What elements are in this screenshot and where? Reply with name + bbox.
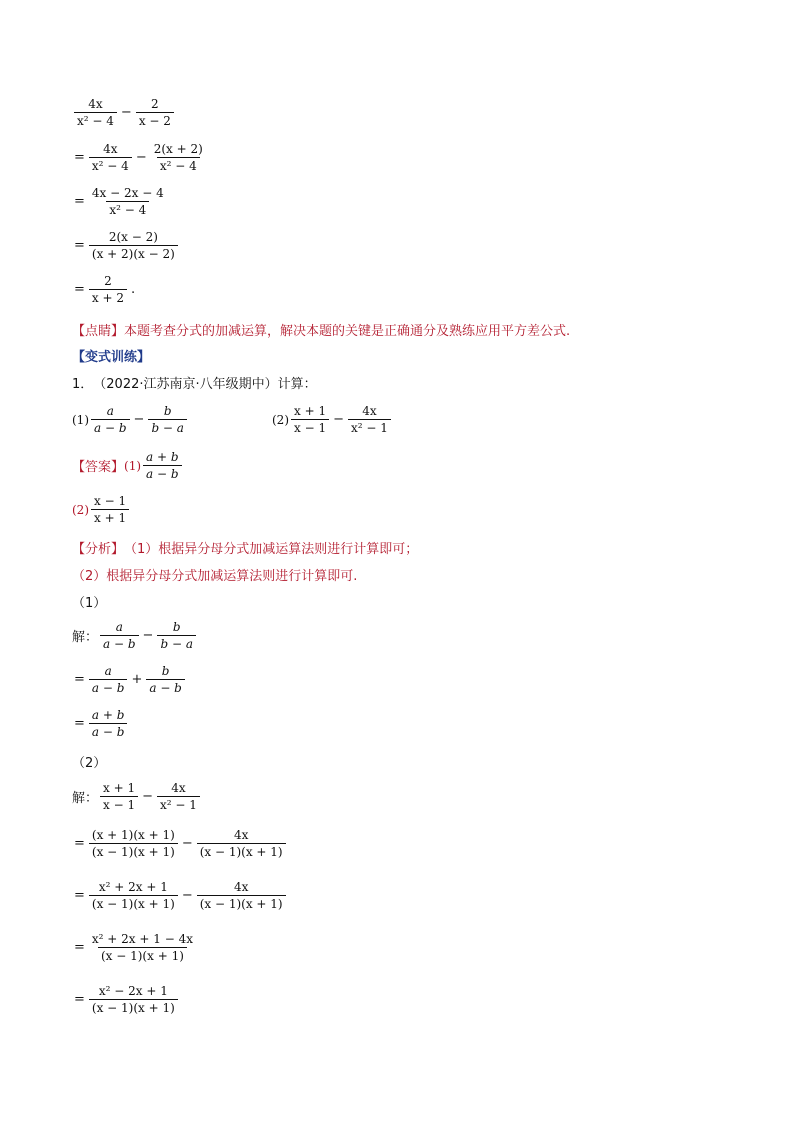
fraction: $\frac{a + b}{a - b}$	[89, 708, 128, 739]
operator: −	[333, 412, 344, 427]
fraction: $\frac{a}{a - b}$	[89, 664, 128, 695]
dianjing-text: 本题考查分式的加减运算，解决本题的关键是正确通分及熟练应用平方差公式.	[124, 324, 571, 339]
bianshi-title: 【变式训练】	[72, 350, 151, 365]
part-label: (2)	[272, 412, 289, 427]
dianjing-note	[72, 320, 570, 339]
fraction: $\frac{4x}{(x - 1)(x + 1)}$	[197, 880, 286, 911]
jie-label: 解：	[72, 630, 99, 645]
operator: −	[133, 412, 145, 427]
step1-line-3	[72, 230, 180, 261]
equals-sign: =	[74, 940, 85, 955]
fraction: $\frac{\text{x² + 2x + 1}}{(x - 1)(x + 1)}$	[89, 880, 178, 911]
fraction: $\frac{\text{x² − 2x + 1}}{(x - 1)(x + 1)}$	[89, 984, 178, 1015]
operator: −	[142, 789, 154, 804]
fraction: $\frac{4x}{(x - 1)(x + 1)}$	[197, 828, 286, 859]
fraction: $\frac{x + 1}{x - 1}$	[291, 404, 329, 435]
equals-sign: =	[74, 238, 85, 253]
fraction: $\frac{4x}{\text{x² − 4}}$	[89, 142, 132, 173]
question-line	[72, 373, 317, 392]
answer-line-1	[72, 450, 184, 481]
part1-step-2	[72, 708, 129, 739]
analysis-text: （1）根据异分母分式加减运算法则进行计算即可；	[124, 542, 419, 557]
period: .	[131, 282, 136, 297]
analysis-tag: 【分析】	[72, 542, 125, 557]
analysis-line-2: （2）根据异分母分式加减运算法则进行计算即可.	[72, 569, 358, 584]
equals-sign: =	[74, 836, 85, 851]
answer-tag: 【答案】	[72, 460, 125, 475]
part2-label: （2）	[72, 756, 107, 771]
equals-sign: =	[74, 716, 85, 731]
fraction: $\frac{4x - 2x - 4}{\text{x² − 4}}$	[91, 186, 164, 217]
operator: −	[120, 105, 132, 120]
operator: −	[181, 836, 193, 851]
operator: −	[181, 888, 193, 903]
part2-step-2	[72, 880, 288, 911]
question-part-1	[72, 404, 189, 435]
question-text: （2022·江苏南京·八年级期中）计算：	[93, 377, 317, 392]
step1-line-4	[72, 274, 137, 305]
fraction: $\frac{x + 1}{x - 1}$	[100, 781, 138, 812]
operator: −	[135, 150, 147, 165]
fraction: $\frac{4x}{\text{x² − 4}}$	[74, 97, 117, 128]
fraction: $\frac{b}{b - a}$	[157, 620, 196, 651]
fraction: $\frac{a + b}{a - b}$	[143, 450, 182, 481]
part-label: (2)	[72, 502, 89, 517]
fraction: $\frac{\text{x² + 2x + 1 − 4x}}{(x - 1)(x + 1)}$	[91, 932, 193, 963]
question-part-2	[272, 404, 393, 435]
fraction: $\frac{2}{x - 2}$	[136, 97, 174, 128]
fraction: $\frac{2(x - 2)}{(x + 2)(x - 2)}$	[89, 230, 178, 261]
fraction: $\frac{a}{a - b}$	[91, 404, 130, 435]
part1-step-0	[72, 620, 198, 651]
fraction: $\frac{b}{a - b}$	[146, 664, 185, 695]
fraction: $\frac{4x}{\text{x² − 1}}$	[348, 404, 391, 435]
equals-sign: =	[74, 194, 85, 209]
question-number: 1．	[72, 377, 94, 392]
operator: +	[131, 672, 143, 687]
jie-label: 解：	[72, 791, 99, 806]
part2-step-1	[72, 828, 288, 859]
dianjing-tag: 【点睛】	[72, 324, 125, 339]
equals-sign: =	[74, 150, 85, 165]
fraction: $\frac{x - 1}{x + 1}$	[91, 494, 129, 525]
step1-line-1	[72, 142, 208, 173]
fraction: $\frac{4x}{\text{x² − 1}}$	[157, 781, 200, 812]
step1-line-0	[72, 97, 176, 128]
part2-step-0	[72, 781, 202, 812]
step1-line-2	[72, 186, 169, 217]
analysis-line-1	[72, 538, 418, 557]
equals-sign: =	[74, 282, 85, 297]
answer-line-2	[72, 494, 131, 525]
equals-sign: =	[74, 888, 85, 903]
part2-step-3	[72, 932, 198, 963]
part-label: (1)	[124, 458, 142, 473]
fraction: $\frac{2}{x + 2}$	[89, 274, 127, 305]
part1-step-1	[72, 664, 187, 695]
fraction: $\frac{b}{b - a}$	[148, 404, 187, 435]
equals-sign: =	[74, 992, 85, 1007]
operator: −	[142, 628, 154, 643]
fraction: $\frac{2(x + 2)}{\text{x² − 4}}$	[153, 142, 203, 173]
equals-sign: =	[74, 672, 85, 687]
part-label: (1)	[72, 412, 89, 427]
fraction: $\frac{a}{a - b}$	[100, 620, 139, 651]
fraction: $\frac{(x + 1)(x + 1)}{(x - 1)(x + 1)}$	[89, 828, 178, 859]
part2-step-4	[72, 984, 180, 1015]
part1-label: （1）	[72, 596, 107, 611]
